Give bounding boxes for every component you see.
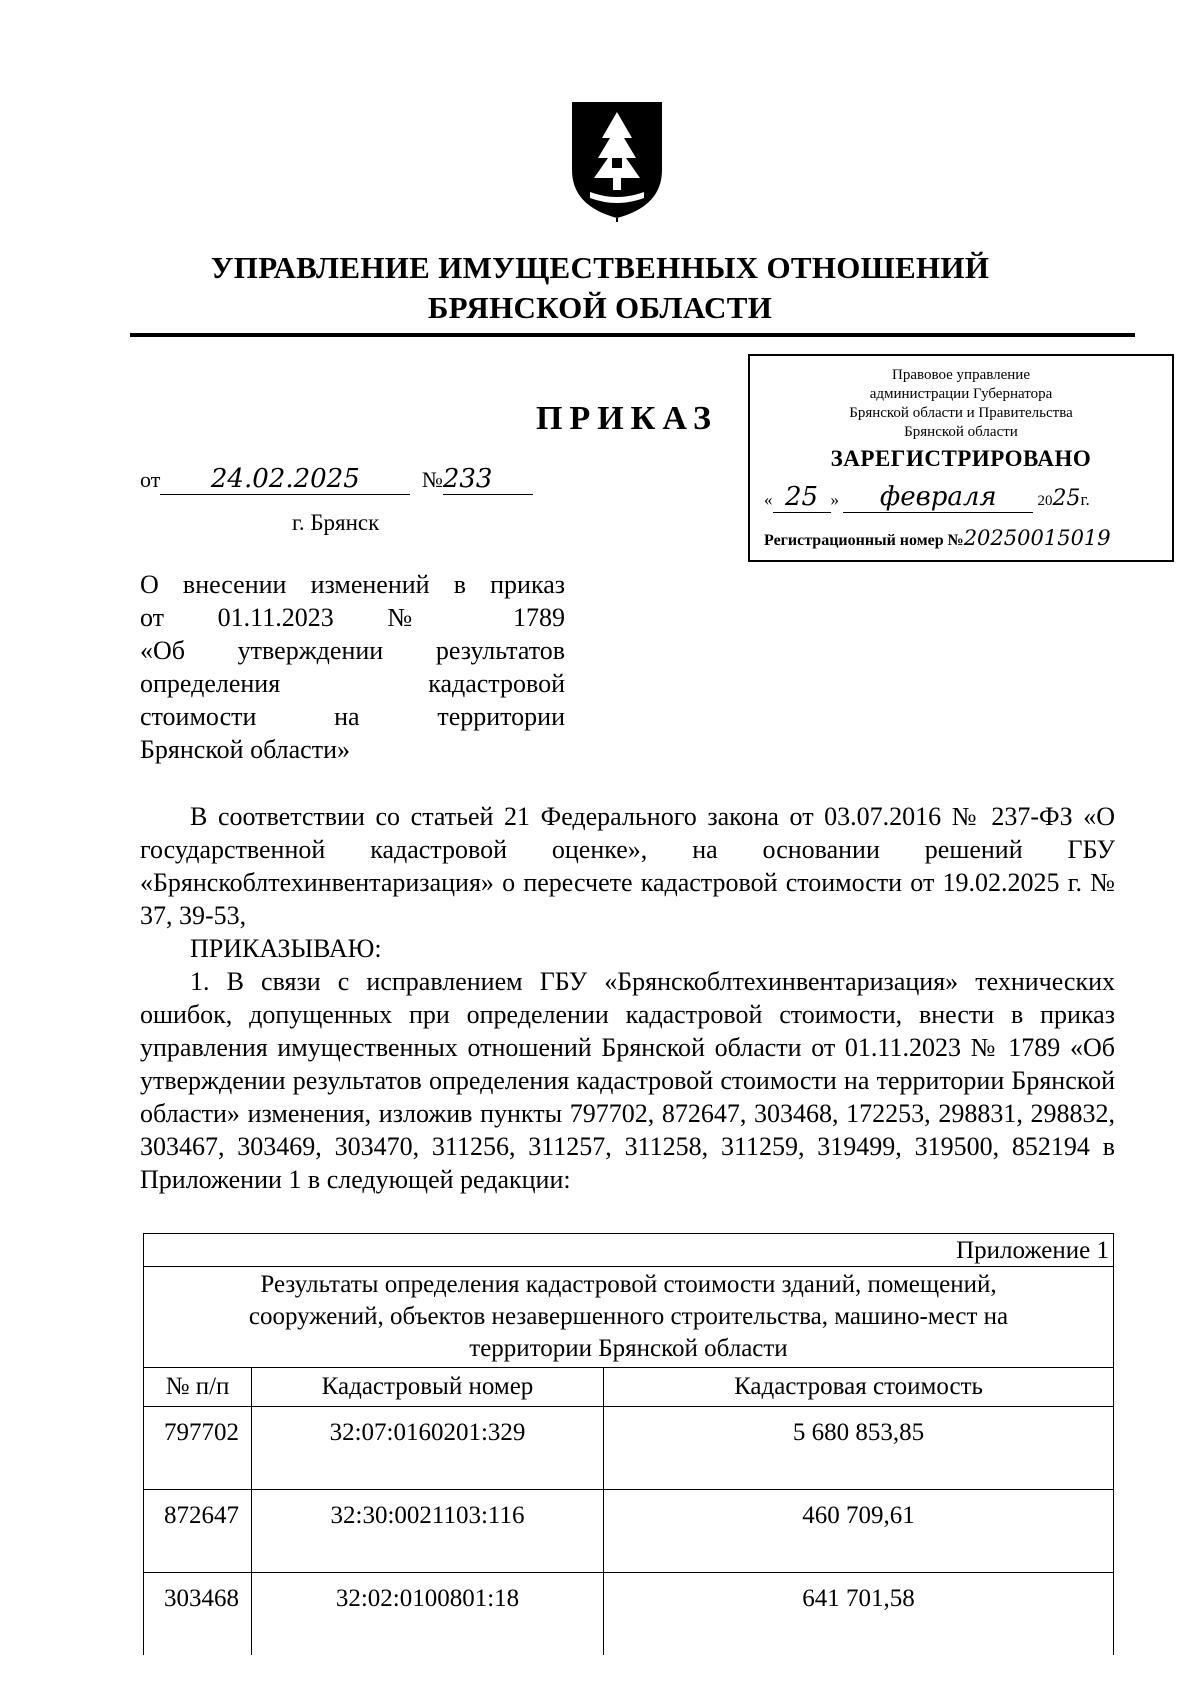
subject-line: определения кадастровой [140, 669, 565, 698]
order-word: ПРИКАЗЫВАЮ: [190, 934, 382, 963]
stamp-year-unit: г. [1080, 490, 1090, 509]
city-name: г. Брянск [292, 510, 380, 535]
cadastral-number: 32:30:0021103:116 [252, 1490, 604, 1573]
coat-of-arms-emblem [568, 98, 666, 222]
appendix-label: Приложение 1 [144, 1234, 1114, 1267]
subject-line: О внесении изменений в приказ [140, 570, 565, 599]
stamp-year-prefix: 20 [1037, 493, 1053, 509]
column-header: № п/п [144, 1368, 252, 1407]
row-number: 303468 [144, 1573, 252, 1656]
header-divider [130, 333, 1135, 337]
stamp-line4: Брянской области [904, 424, 1018, 440]
stamp-month: февраля [843, 482, 1033, 513]
order-subject [140, 568, 565, 766]
column-header: Кадастровый номер [252, 1368, 604, 1407]
table-row [144, 1490, 1114, 1573]
caption-line: сооружений, объектов незавершенного строительства, машино-мест на [248, 1303, 1009, 1330]
row-number: 872647 [144, 1490, 252, 1573]
stamp-registered-label: ЗАРЕГИСТРИРОВАНО [830, 446, 1092, 471]
cadastral-value: 641 701,58 [604, 1573, 1114, 1656]
number-prefix: № [421, 467, 443, 492]
cadastral-number: 32:07:0160201:329 [252, 1407, 604, 1490]
order-date-number [140, 464, 533, 495]
order-date: 24.02.2025 [160, 464, 410, 495]
column-header: Кадастровая стоимость [604, 1368, 1114, 1407]
table-caption [144, 1267, 1114, 1368]
preamble-paragraph: В соответствии со статьей 21 Федерального закона от 03.07.2016 № 237-ФЗ «О государственной кадастровой оценке», на основании решений ГБУ «Брянскоблтехинвентаризация» о пересчете кадастровой стоимости от 19.02.2025 г. № 37, 39-53, [140, 802, 1115, 930]
stamp-line2: администрации Губернатора [869, 386, 1053, 402]
clause-1-paragraph: 1. В связи с исправлением ГБУ «Брянскоблтехинвентаризация» технических ошибок, допущенных при определении кадастровой стоимости, внести в приказ управления имущественных отношений Брянской области от 01.11.2023 № 1789 «Об утверждении результатов определения кадастровой стоимости на территории Брянской области» изменения, изложив пункты 797702, 872647, 303468, 172253, 298831, 298832, 303467, 303469, 303470, 311256, 311257, 311258, 311259, 319499, 319500, 852194 в Приложении 1 в следующей редакции: [140, 967, 1115, 1194]
cadastral-value: 5 680 853,85 [604, 1407, 1114, 1490]
stamp-reg-number: 20250015019 [963, 526, 1111, 550]
org-name-line1: УПРАВЛЕНИЕ ИМУЩЕСТВЕННЫХ ОТНОШЕНИЙ [210, 250, 990, 285]
appendix-table [143, 1233, 1114, 1655]
caption-line: Результаты определения кадастровой стоимости зданий, помещений, [260, 1271, 997, 1298]
cadastral-number: 32:02:0100801:18 [252, 1573, 604, 1656]
stamp-year-suffix: 25 [1052, 486, 1081, 511]
subject-line: Брянской области» [140, 735, 350, 764]
stamp-line1: Правовое управление [892, 367, 1030, 383]
stamp-date-line: « 25 » февраля 2025г. [764, 482, 1090, 512]
date-prefix: от [140, 467, 161, 492]
subject-line: «Об утверждении результатов [140, 636, 565, 665]
caption-line: территории Брянской области [469, 1335, 788, 1362]
registration-stamp [748, 354, 1174, 562]
stamp-reg-line [764, 526, 1164, 550]
document-type-title: ПРИКАЗ [536, 400, 718, 437]
subject-line: стоимости на территории [140, 702, 565, 731]
order-number: 233 [443, 464, 533, 495]
order-body [140, 800, 1115, 1196]
table-row [144, 1407, 1114, 1490]
stamp-day: 25 [773, 482, 831, 513]
stamp-reg-label: Регистрационный номер № [764, 532, 964, 549]
cadastral-value: 460 709,61 [604, 1490, 1114, 1573]
row-number: 797702 [144, 1407, 252, 1490]
org-name-line2: БРЯНСКОЙ ОБЛАСТИ [427, 290, 773, 325]
table-row [144, 1573, 1114, 1656]
subject-line: от 01.11.2023 № 1789 [140, 603, 565, 632]
stamp-line3: Брянской области и Правительства [849, 405, 1073, 421]
